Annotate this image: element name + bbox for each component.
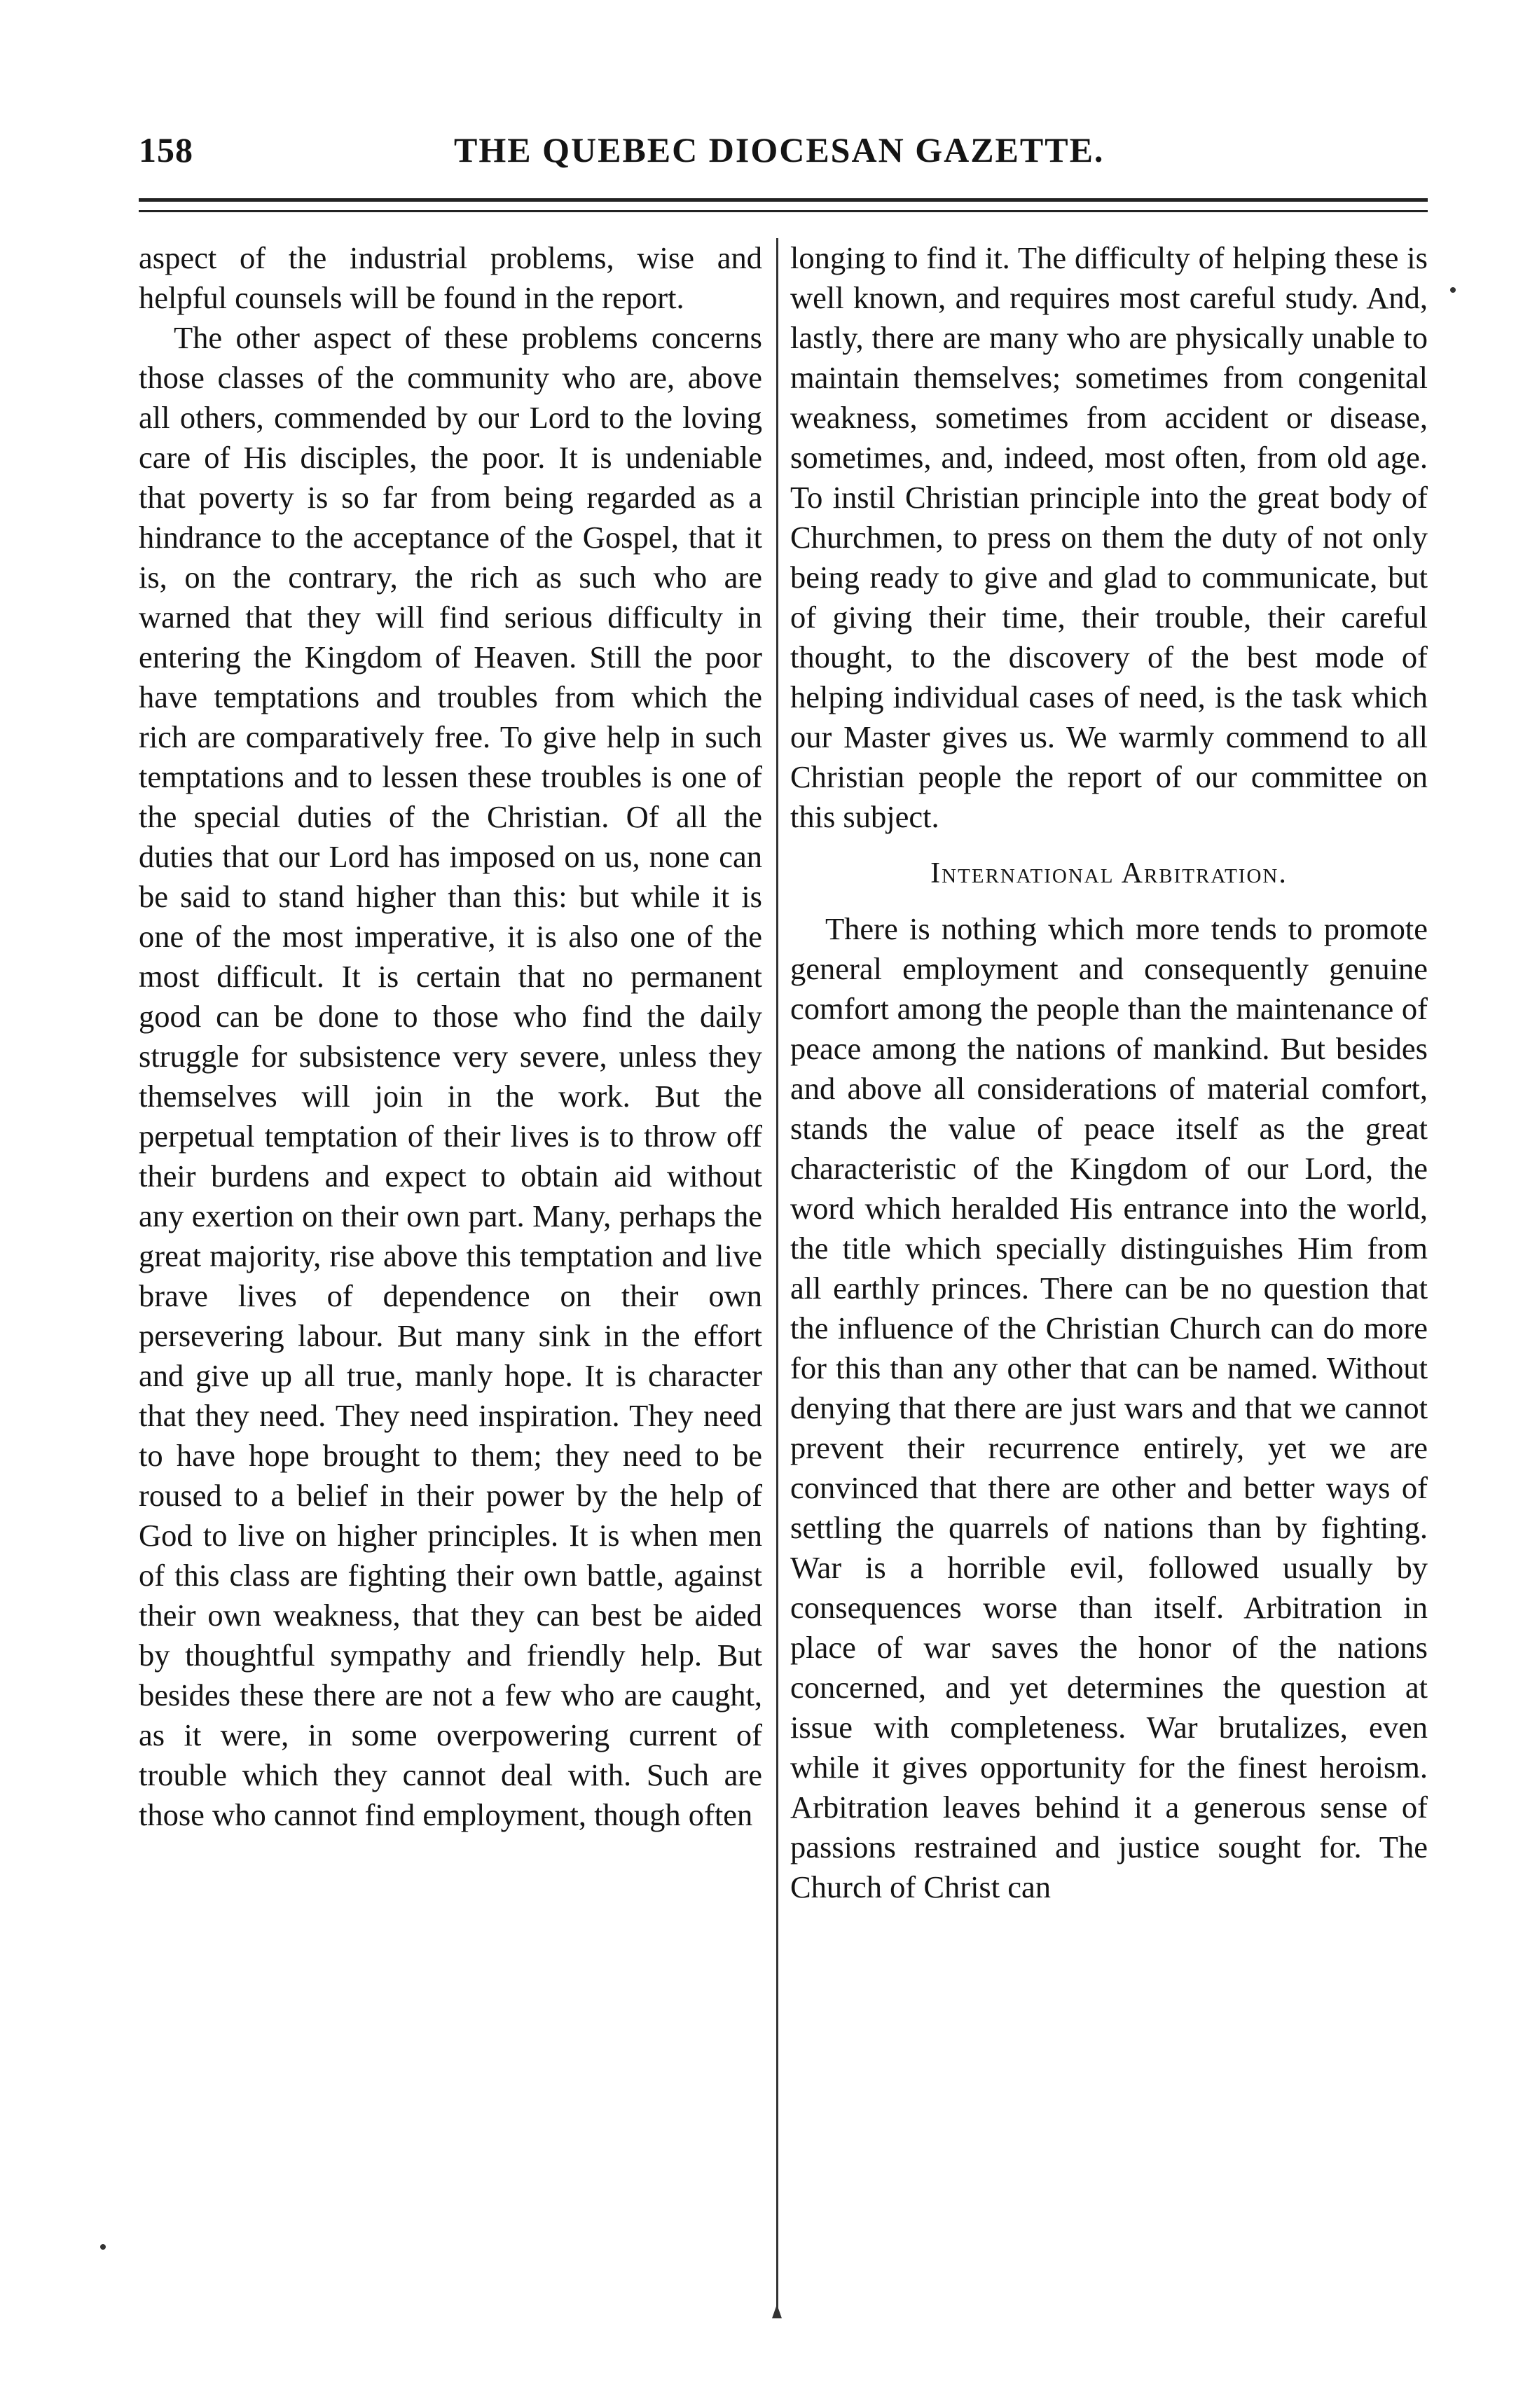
page-number: 158 [139,130,193,169]
column-divider-tip [772,2304,782,2318]
paragraph-continued-right: longing to find it. The difficulty of helping these is well known, and requires most careful study. And, lastly, there are many who are physically unable to maintain themselves; sometimes from congenital weakness, sometimes from accident or disease, sometimes, and, indeed, most often, from old age. To instil Christian principle into the great body of Churchmen, to press on them the duty of not only being ready to give and glad to communicate, but of giving their time, their trouble, their careful thought, to the discovery of the best mode of helping individual cases of need, is the task which our Master gives us. We warmly commend to all Christian people the report of our committee on this subject. [790,240,1428,834]
column-divider [776,238,778,2311]
right-column [790,238,1428,1907]
paragraph-poor: The other aspect of these problems concerns those classes of the community who are, above all others, commended by our Lord to the loving care of His disciples, the poor. It is undeniable that poverty is so far from being regarded as a hindrance to the acceptance of the Gospel, that it is, on the contrary, the rich as such who are warned that they will find serious difficulty in entering the Kingdom of Heaven. Still the poor have temptations and troubles from which the rich are comparatively free. To give help in such temptations and to lessen these troubles is one of the special duties of the Christian. Of all the duties that our Lord has imposed on us, none can be said to stand higher than this: but while it is one of the most imperative, it is also one of the most difficult. It is certain that no permanent good can be done to those who find the daily struggle for subsistence very severe, unless they themselves will join in the work. But the perpetual temptation of their lives is to throw off their burdens and expect to obtain aid without any exertion on their own part. Many, perhaps the great majority, rise above this temptation and live brave lives of dependence on their own persevering labour. But many sink in the effort and give up all true, manly hope. It is character that they need. They need inspiration. They need to have hope brought to them; they need to be roused to a belief in their power by the help of God to live on higher principles. It is when men of this class are fighting their own battle, against their own weakness, that they can best be aided by thoughtful sympathy and friendly help. But besides these there are not a few who are caught, as it were, in some overpowering current of trouble which they cannot deal with. Such are those who cannot find employment, though often [139,320,762,1832]
header-rule-thick [139,198,1428,202]
margin-mark-right [1450,287,1456,293]
section-heading-arbitration: International Arbitration. [930,857,1288,890]
header-rule-thin [139,210,1428,212]
left-column [139,238,762,1835]
margin-mark-left [100,2244,106,2250]
page-header [139,130,1428,179]
publication-title: THE QUEBEC DIOCESAN GAZETTE. [454,130,1105,169]
paragraph-continued: aspect of the industrial problems, wise and helpful counsels will be found in the report. [139,240,762,315]
paragraph-arbitration: There is nothing which more tends to promote general employment and consequently genuine comfort among the people than the maintenance of peace among the nations of mankind. But besides and above all considerations of material comfort, stands the value of peace itself as the great characteristic of the Kingdom of our Lord, the word which heralded His entrance into the world, the title which specially distinguishes Him from all earthly princes. There can be no question that the influence of the Christian Church can do more for this than any other that can be named. Without denying that there are just wars and that we cannot prevent their recurrence entirely, yet we are convinced that there are other and better ways of settling the quarrels of nations than by fighting. War is a horrible evil, followed usually by consequences worse than itself. Arbitration in place of war saves the honor of the nations concerned, and yet determines the question at issue with completeness. War brutalizes, even while it gives opportunity for the finest heroism. Arbitration leaves behind it a generous sense of passions restrained and justice sought for. The Church of Christ can [790,911,1428,1904]
